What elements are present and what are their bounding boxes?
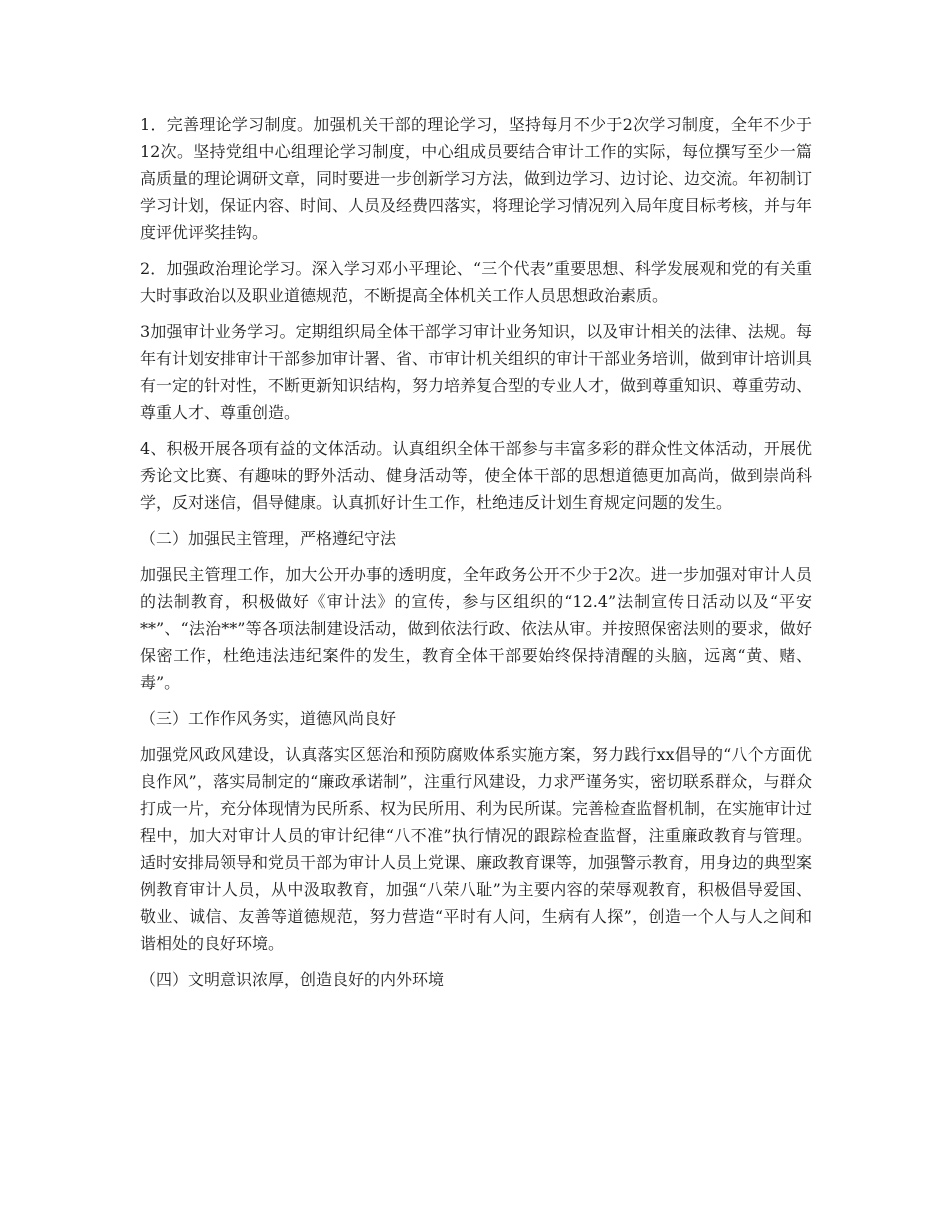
paragraph-cultural-activities: 4、积极开展各项有益的文体活动。认真组织全体干部参与丰富多彩的群众性文体活动，开展优秀论文比赛、有趣味的野外活动、健身活动等，使全体干部的思想道德更加高尚，做到崇尚科学，反对迷信，倡导健康。认真抓好计生工作，杜绝违反计划生育规定问题的发生。 [140, 439, 812, 512]
section-heading-civilization-awareness: （四）文明意识浓厚，创造良好的内外环境 [140, 970, 445, 989]
paragraph-democratic-management: 加强民主管理工作，加大公开办事的透明度，全年政务公开不少于2次。进一步加强对审计人员的法制教育，积极做好《审计法》的宣传，参与区组织的“12.4”法制宣传日活动以及“平安**”、“法治**”等各项法制建设活动，做到依法行政、依法从审。并按照保密法则的要求，做好保密工作，杜绝违法违纪案件的发生，教育全体干部要始终保持清醒的头脑，远离“黄、赌、毒”。 [140, 565, 812, 692]
section-heading-work-style: （三）工作作风务实，道德风尚良好 [140, 709, 397, 728]
paragraph-work-style: 加强党风政风建设，认真落实区惩治和预防腐败体系实施方案，努力践行xx倡导的“八个方面优良作风”，落实局制定的“廉政承诺制”，注重行风建设，力求严谨务实，密切联系群众，与群众打成一片，充分体现情为民所系、权为民所用、利为民所谋。完善检查监督机制，在实施审计过程中，加大对审计人员的审计纪律“八不准”执行情况的跟踪检查监督，注重廉政教育与管理。适时安排局领导和党员干部为审计人员上党课、廉政教育课等，加强警示教育，用身边的典型案例教育审计人员，从中汲取教育，加强“八荣八耻”为主要内容的荣辱观教育，积极倡导爱国、敬业、诚信、友善等道德规范，努力营造“平时有人问，生病有人探”，创造一个人与人之间和谐相处的良好环境。 [140, 745, 813, 953]
paragraph-political-theory: 2．加强政治理论学习。深入学习邓小平理论、“三个代表”重要思想、科学发展观和党的有关重大时事政治以及职业道德规范，不断提高全体机关工作人员思想政治素质。 [140, 259, 812, 305]
paragraph-theory-study-system: 1．完善理论学习制度。加强机关干部的理论学习，坚持每月不少于2次学习制度，全年不少于12次。坚持党组中心组理论学习制度，中心组成员要结合审计工作的实际，每位撰写至少一篇高质量的理论调研文章，同时要进一步创新学习方法，做到边学习、边讨论、边交流。年初制订学习计划，保证内容、时间、人员及经费四落实，将理论学习情况列入局年度目标考核，并与年度评优评奖挂钩。 [140, 115, 813, 242]
paragraph-audit-business-study: 3加强审计业务学习。定期组织局全体干部学习审计业务知识，以及审计相关的法律、法规。每年有计划安排审计干部参加审计署、省、市审计机关组织的审计干部业务培训，做到审计培训具有一定的针对性，不断更新知识结构，努力培养复合型的专业人才，做到尊重知识、尊重劳动、尊重人才、尊重创造。 [140, 322, 813, 422]
section-heading-democratic-management: （二）加强民主管理，严格遵纪守法 [140, 529, 397, 548]
document-body [140, 111, 812, 1002]
